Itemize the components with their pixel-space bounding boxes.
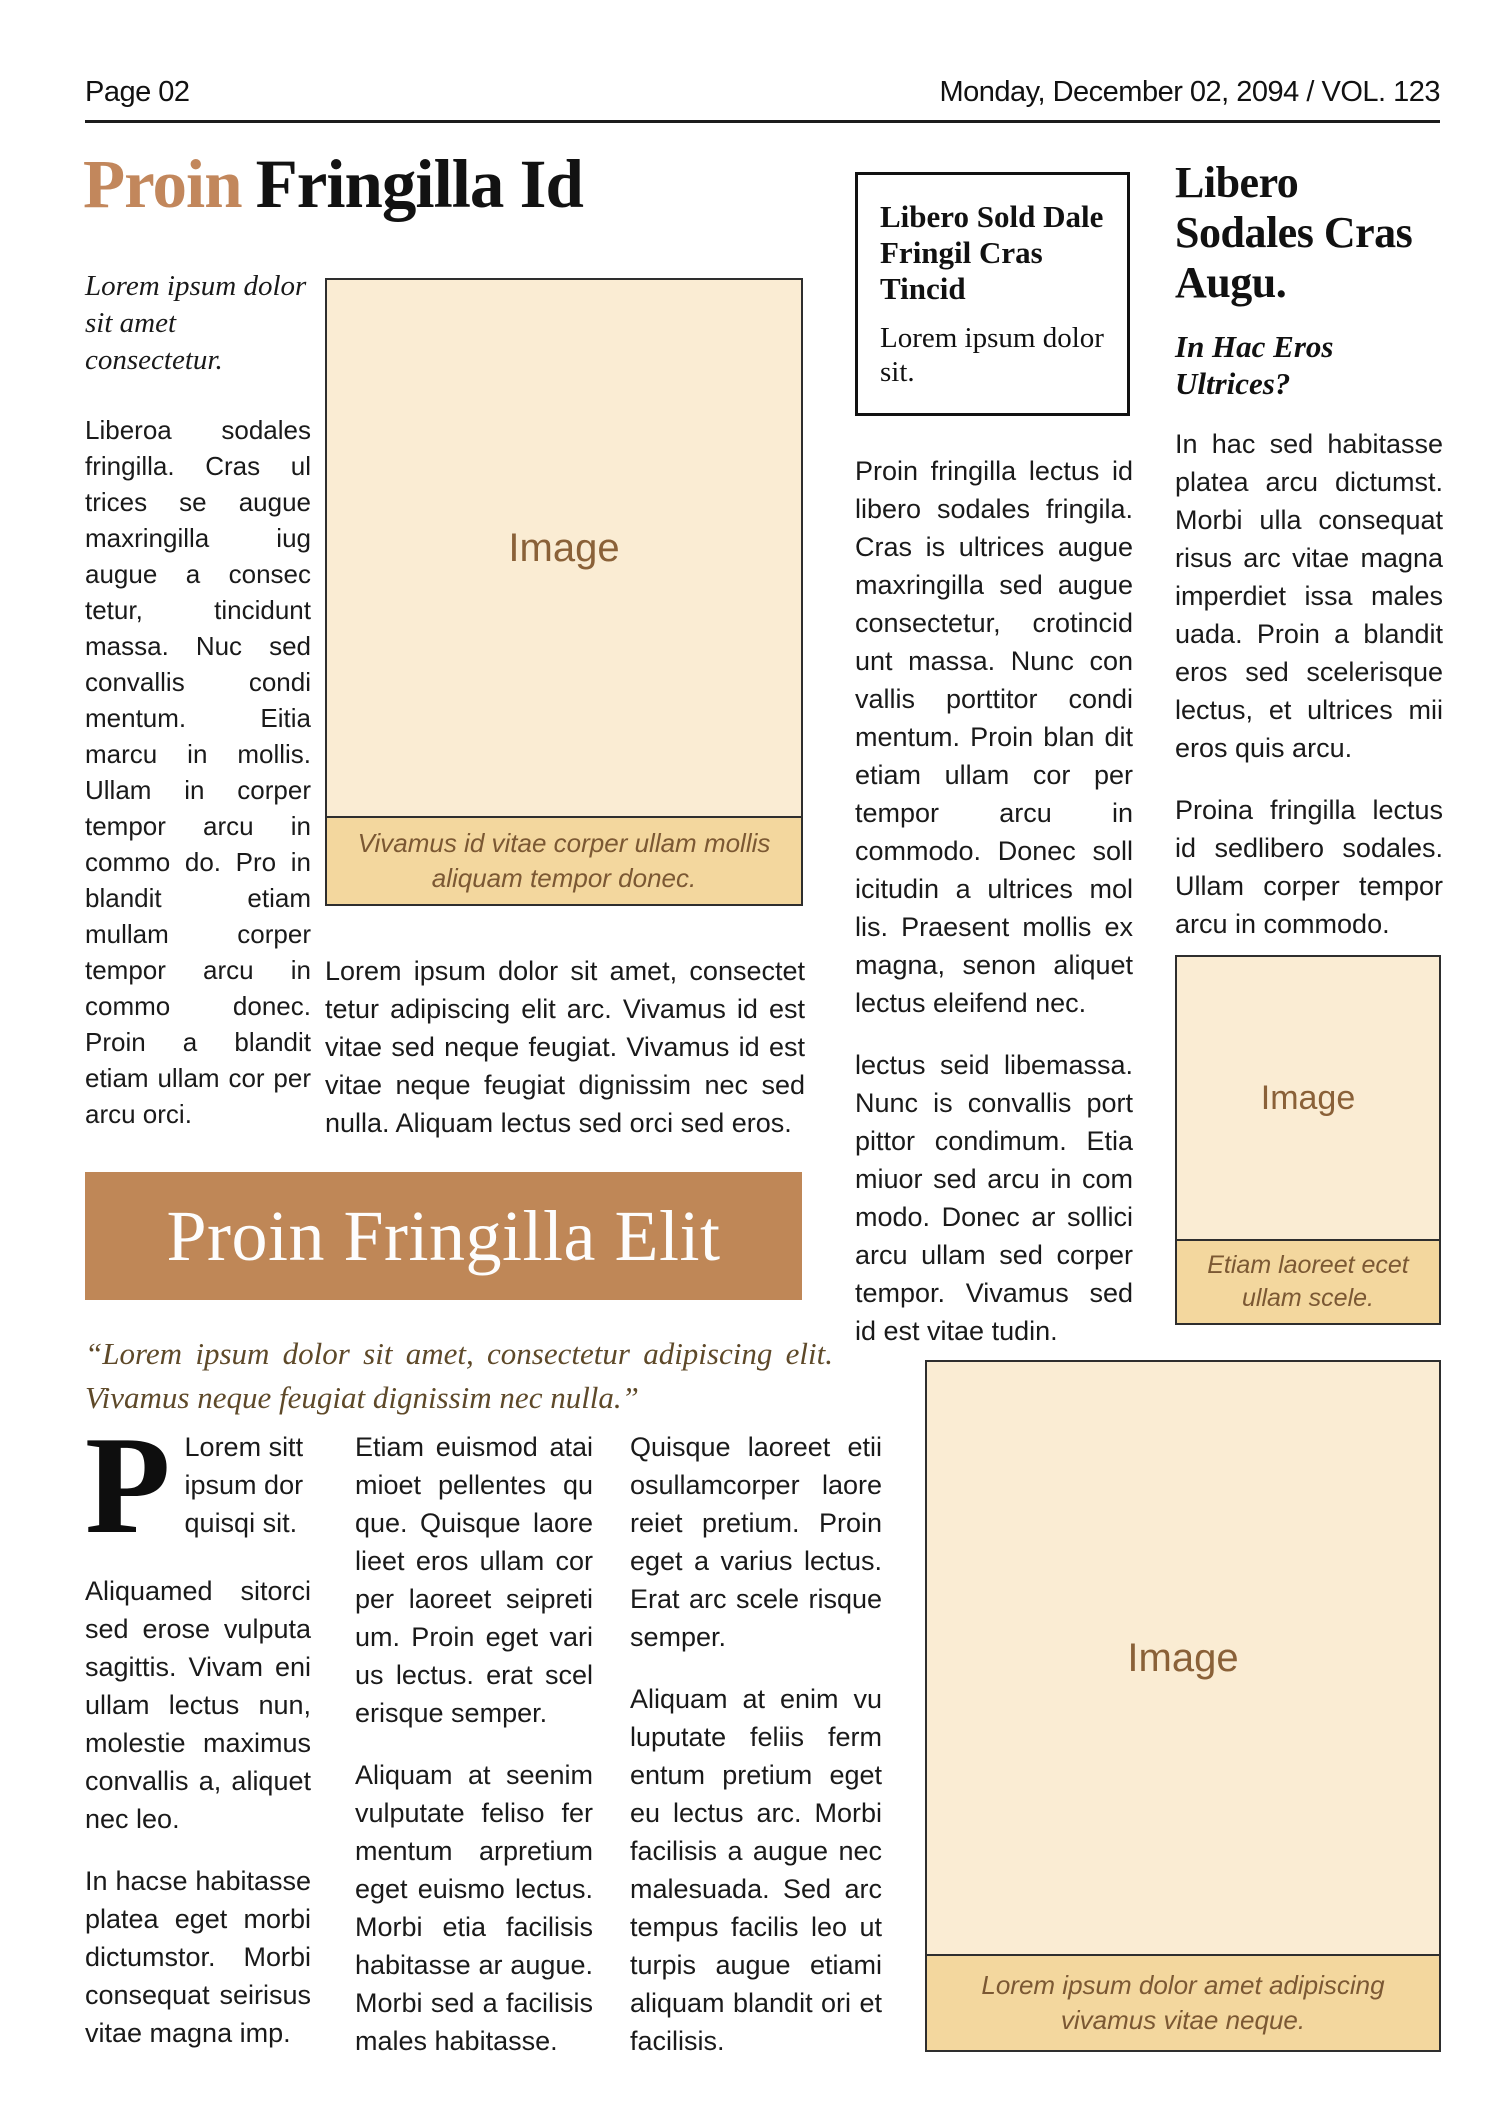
column1-paragraph-2: In hacse habitasse platea eget morbi dictumstor. Morbi consequat seirisus vitae magna imp. (85, 1866, 311, 2048)
header-divider (85, 120, 1440, 123)
bottom-column-2 (355, 1428, 593, 2060)
page-number-label: Page 02 (85, 76, 190, 108)
dropcap-text: Lorem sitt ipsum dor quisqi sit. (184, 1432, 304, 1538)
bottom-figure (925, 1360, 1441, 2052)
bottom-image-placeholder (927, 1362, 1439, 1954)
dropcap-paragraph (85, 1408, 311, 1563)
middle-column-body (855, 452, 1133, 1350)
lead-headline-rest: Fringilla Id (255, 146, 583, 222)
right-image-placeholder (1177, 957, 1439, 1239)
banner-quote: “Lorem ipsum dolor sit amet, consectetur adipiscing elit. Vivamus neque feugiat dignissim nec nulla.” (85, 1336, 833, 1415)
bottom-image-caption: Lorem ipsum dolor amet adipiscing vivamus vitae neque. (927, 1954, 1439, 2050)
dropcap-letter: P (85, 1408, 171, 1563)
lead-body-column: Liberoa sodales fringilla. Cras ul trices se augue maxringilla iug augue a consec tetur, tincidunt massa. Nuc sed convallis condi mentum. Eitia marcu in mollis. Ullam in corper tempor arcu in commo do. Pro in blandit etiam mullam corper tempor arcu in commo donec. Proin a blandit etiam ullam cor per arcu orci. (85, 415, 311, 1129)
lead-image-label: Image (508, 525, 620, 570)
right-image-label: Image (1260, 1078, 1356, 1117)
boxed-article-subtitle: Lorem ipsum dolor sit. (880, 322, 1104, 388)
banner-headline: Proin Fringilla Elit (85, 1172, 802, 1300)
column3-paragraph-2: Aliquam at enim vu luputate feliis ferm entum pretium eget eu lectus arc. Morbi facilisis a augue nec malesuada. Sed arc tempus facilis leo ut turpis augue etiami aliquam blandit ori et facilisis. (630, 1684, 882, 2056)
bottom-image-label: Image (1127, 1635, 1239, 1680)
boxed-article (855, 172, 1130, 416)
lead-image-placeholder (327, 280, 801, 816)
right-paragraph-1: In hac sed habitasse platea arcu dictumst. Morbi ulla consequat risus arc vitae magna imperdiet issa males uada. Proin a blandit eros sed scelerisque lectus, et ultrices mii eros quis arcu. (1175, 429, 1443, 763)
column2-paragraph-1: Etiam euismod atai mioet pellentes qu que. Quisque laore lieet eros ullam cor per laoreet seipreti um. Proin eget vari us lectus. erat scel erisque semper. (355, 1432, 593, 1728)
bottom-column-3 (630, 1428, 882, 2060)
middle-paragraph-1: Proin fringilla lectus id libero sodales fringila. Cras is ultrices augue maxringilla sed augue consectetur, crotincid unt massa. Nunc con vallis porttitor condi mentum. Proin blan dit etiam ullam cor per tempor arcu in commodo. Donec soll icitudin a ultrices mol lis. Praesent mollis ex magna, senon aliquet lectus eleifend nec. (855, 456, 1133, 1018)
column3-paragraph-1: Quisque laoreet etii osullamcorper laore reiet pretium. Proin eget a varius lectus. Erat arc scele risque semper. (630, 1432, 882, 1652)
lead-headline-accent: Proin (83, 146, 242, 222)
lead-figure (325, 278, 803, 906)
lead-image-caption: Vivamus id vitae corper ullam mollis aliquam tempor donec. (327, 816, 801, 904)
column1-paragraph-1: Aliquamed sitorci sed erose vulputa sagittis. Vivam eni ullam lectus nun, molestie maximus convallis a, aliquet nec leo. (85, 1576, 311, 1834)
middle-paragraph-2: lectus seid libemassa. Nunc is convallis port pittor condimum. Etia miuor sed arcu in com modo. Donec ar sollici arcu ullam sed corper tempor. Vivamus sed id est vitae tudin. (855, 1050, 1133, 1346)
right-column-body (1175, 425, 1443, 943)
right-article-title: Libero Sodales Cras Augu. (1175, 158, 1413, 307)
right-article-subtitle: In Hac Eros Ultrices? (1175, 329, 1334, 401)
right-figure (1175, 955, 1441, 1325)
lead-after-image-paragraph: Lorem ipsum dolor sit amet, consectet tetur adipiscing elit arc. Vivamus id est vitae sed neque feugiat. Vivamus id est vitae neque feugiat dignissim nec sed nulla. Aliquam lectus sed orci sed eros. (325, 956, 805, 1138)
right-image-caption: Etiam laoreet ecet ullam scele. (1177, 1239, 1439, 1323)
boxed-article-title: Libero Sold Dale Fringil Cras Tincid (880, 199, 1104, 306)
right-paragraph-2: Proina fringilla lectus id sedlibero sodales. Ullam corper tempor arcu in commodo. (1175, 795, 1443, 939)
lead-headline (83, 146, 583, 222)
bottom-column-1 (85, 1408, 311, 2052)
column2-paragraph-2: Aliquam at seenim vulputate feliso fer mentum arpretium eget euismo lectus. Morbi etia facilisis habitasse ar augue. Morbi sed a facilisis males habitasse. (355, 1760, 593, 2056)
lead-intro: Lorem ipsum dolor sit amet consectetur. (85, 270, 307, 376)
date-volume-label: Monday, December 02, 2094 / VOL. 123 (939, 76, 1440, 108)
